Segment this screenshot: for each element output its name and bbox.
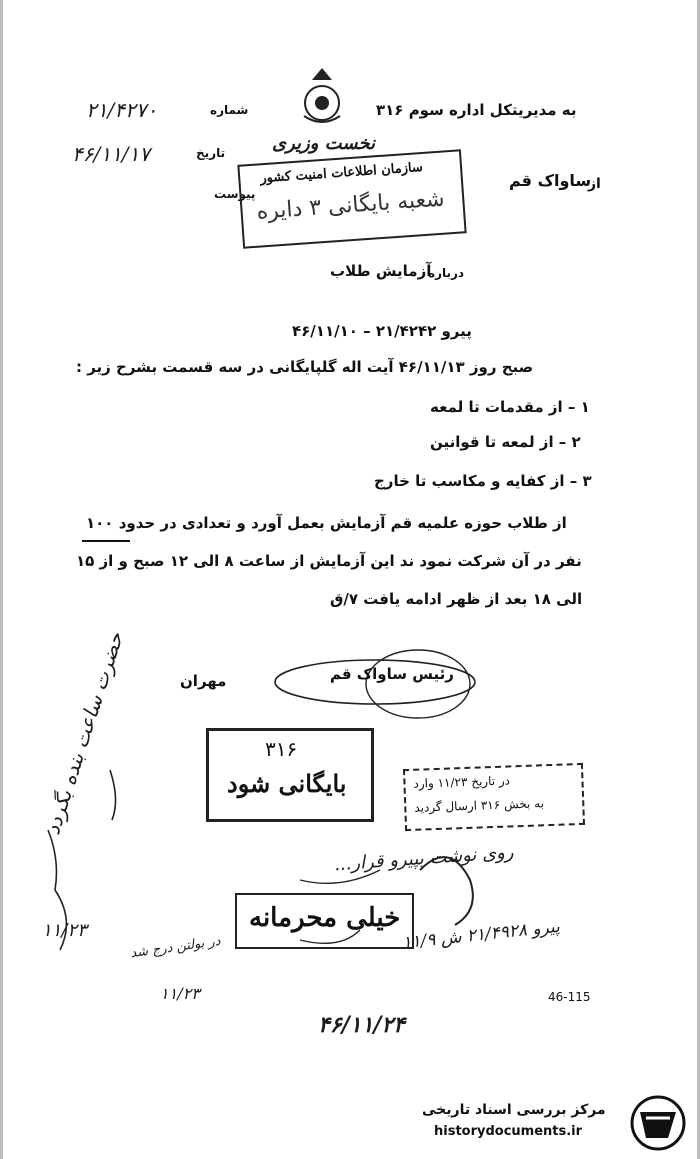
archive-logo-icon <box>632 1097 684 1149</box>
number-label: شماره <box>210 103 249 117</box>
emblem-title: نخست وزیری <box>272 133 376 154</box>
handwritten-right-note: روی نوشت بپیرو قرار... <box>333 841 515 876</box>
list-item-1: ۱ – از مقدمات تا لمعه <box>430 398 590 416</box>
archive-text: بایگانی شود <box>227 769 347 798</box>
body-line-4: الی ۱۸ بعد از ظهر ادامه یافت ۷/ق <box>330 590 583 608</box>
handwritten-bulletin-date: ۱۱/۲۳ <box>160 984 200 1003</box>
subject-value: آزمایش طلاب <box>330 262 432 280</box>
list-item-3: ۳ – از کفایه و مکاسب تا خارج <box>374 472 592 490</box>
received-stamp <box>403 763 585 831</box>
to-line: به مدیریتکل اداره سوم ۳۱۶ <box>376 101 577 119</box>
handwritten-bulletin-note: در بولتن درج شد <box>129 933 222 962</box>
page-code: 46-115 <box>548 990 591 1004</box>
from-value: ساواک قم <box>509 171 592 190</box>
date-label: تاریخ <box>196 146 226 160</box>
archive-number: ۳۱۶ <box>265 737 298 761</box>
body-line-2: از طلاب حوزه علمیه قم آزمایش بعمل آورد و تعدادی در حدود ۱۰۰ <box>86 514 567 532</box>
footer-brand-en[interactable]: historydocuments.ir <box>434 1124 583 1139</box>
number-value: ۲۱/۴۲۷۰ <box>86 98 158 122</box>
attachment-label: پیوست <box>214 187 256 201</box>
confidential-stamp <box>235 893 414 949</box>
received-line-2: به بخش ۳۱۶ ارسال گردید <box>414 796 545 815</box>
subject-label: درباره <box>428 266 465 280</box>
stamp-org-text: سازمان اطلاعات امنیت کشور <box>259 160 424 187</box>
stamp-dept-text: شعبه بایگانی ۳ دایره <box>255 186 446 225</box>
handwritten-date-left: ۱۱/۲۳ <box>42 920 87 941</box>
body-line-1: صبح روز ۴۶/۱۱/۱۳ آیت اله گلپایگانی در سه قسمت بشرح زیر : <box>76 358 534 376</box>
handwritten-vertical-note: حضرت ساعت بنده بگردد <box>40 629 129 838</box>
reference-line: پیرو ۲۱/۴۲۴۲ – ۴۶/۱۱/۱۰ <box>292 322 472 340</box>
signature-name: مهران <box>180 672 227 690</box>
list-item-2: ۲ – از لمعه تا قوانین <box>430 433 581 451</box>
date-value: ۴۶/۱۱/۱۷ <box>72 142 150 166</box>
signature-title: رئیس ساواک قم <box>330 665 454 683</box>
footer-brand-fa: مرکز بررسی اسناد تاریخی <box>422 1102 606 1118</box>
lion-sun-emblem-icon <box>304 68 340 122</box>
archive-stamp <box>206 728 374 822</box>
confidential-text: خیلی محرمانه <box>249 903 401 933</box>
bottom-handwritten-date: ۴۶/۱۱/۲۴ <box>318 1012 405 1038</box>
body-line-3: نفر در آن شرکت نمود ند این آزمایش از ساعت ۸ الی ۱۲ صبح و از ۱۵ <box>76 552 582 570</box>
from-label: از <box>588 176 601 192</box>
received-line-1: در تاریخ ۱۱/۲۳ وارد <box>413 773 511 791</box>
archive-department-stamp <box>237 149 466 248</box>
handwritten-ref-note: پیرو ۲۱/۴۹۲۸ ش ۱۱/۹ <box>401 916 561 954</box>
